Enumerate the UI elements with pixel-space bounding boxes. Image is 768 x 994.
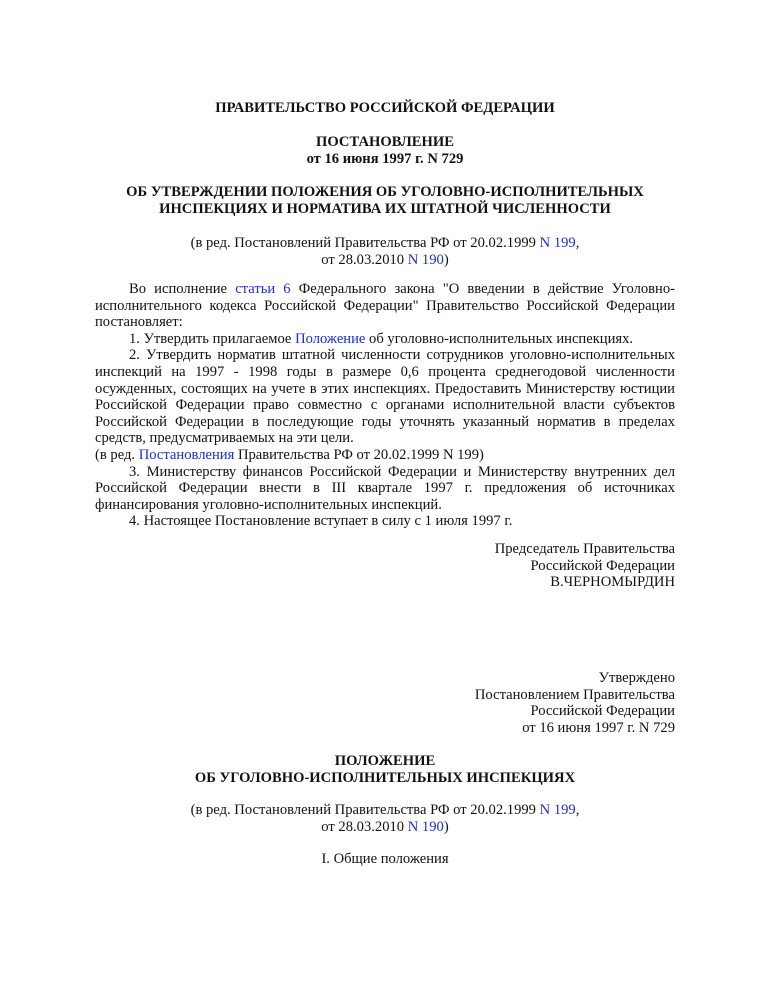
revision-1-link-n199[interactable]: N 199 xyxy=(539,235,576,251)
revision-2-link-n190[interactable]: N 190 xyxy=(407,818,444,835)
revision-1-mid: , xyxy=(575,235,580,251)
doc-date-heading: от 16 июня 1997 г. N 729 xyxy=(306,151,464,167)
approval-line-3: Российской Федерации xyxy=(530,703,675,720)
item-2-rev-text-b: Правительства РФ от 20.02.1999 N 199) xyxy=(234,446,484,463)
regulation-title-1: ПОЛОЖЕНИЕ xyxy=(334,753,436,769)
revision-note-1 xyxy=(95,235,675,268)
approval-line-1: Утверждено xyxy=(598,670,675,686)
item-1-text-a: 1. Утвердить прилагаемое xyxy=(129,330,296,347)
revision-1-link-n190[interactable]: N 190 xyxy=(407,251,444,268)
document-body xyxy=(95,281,675,530)
approval-block xyxy=(95,670,675,736)
intro-text-b: Федерального закона "О введении в действие Уголовно-исполнительного кодекса Российской Федерации" Правительство Российской Федерации постановляет: xyxy=(95,281,676,331)
item-4-paragraph: 4. Настоящее Постановление вступает в силу с 1 июля 1997 г. xyxy=(129,513,513,530)
item-2-paragraph: 2. Утвердить норматив штатной численности сотрудников уголовно-исполнительных инспекций на 1997 - 1998 годы в размере 0,6 процента среднегодовой численности осужденных, состоящих на учете в этих инспекциях. Предоставить Министерству юстиции Российской Федерации право совместно с органами исполнительной власти субъектов Российской Федерации в последующие годы уточнять указанный норматив в пределах средств, предусматриваемых на эти цели. xyxy=(95,347,675,447)
revision-note-2 xyxy=(95,802,675,835)
signature-position: Председатель Правительства xyxy=(494,541,675,557)
item-1-paragraph xyxy=(95,331,675,348)
title-line-2: ИНСПЕКЦИЯХ И НОРМАТИВА ИХ ШТАТНОЙ ЧИСЛЕННОСТИ xyxy=(159,201,611,217)
item-1-text-b: об уголовно-исполнительных инспекциях. xyxy=(365,330,634,347)
regulation-link[interactable]: Положение xyxy=(295,330,366,347)
revision-2-link-n199[interactable]: N 199 xyxy=(539,802,576,818)
article-6-link[interactable]: статьи 6 xyxy=(235,281,291,297)
approval-line-2: Постановлением Правительства xyxy=(474,686,675,703)
revision-1-line2-prefix: от 28.03.2010 xyxy=(321,251,408,268)
item-2-revision xyxy=(95,447,675,464)
government-heading: ПРАВИТЕЛЬСТВО РОССИЙСКОЙ ФЕДЕРАЦИИ xyxy=(215,100,555,116)
item-2-rev-text-a: (в ред. xyxy=(95,446,139,463)
revision-2-prefix: (в ред. Постановлений Правительства РФ от 20.02.1999 xyxy=(190,802,540,818)
title-line-1: ОБ УТВЕРЖДЕНИИ ПОЛОЖЕНИЯ ОБ УГОЛОВНО-ИСПОЛНИТЕЛЬНЫХ xyxy=(126,184,644,200)
revision-1-suffix: ) xyxy=(443,251,449,268)
approval-line-4: от 16 июня 1997 г. N 729 xyxy=(522,719,675,736)
signature-name: В.ЧЕРНОМЫРДИН xyxy=(550,574,675,591)
signature-country: Российской Федерации xyxy=(530,557,675,574)
revision-2-suffix: ) xyxy=(443,818,449,835)
regulation-title-2: ОБ УГОЛОВНО-ИСПОЛНИТЕЛЬНЫХ ИНСПЕКЦИЯХ xyxy=(194,770,576,786)
resolution-link[interactable]: Постановления xyxy=(138,446,235,463)
doc-type-heading: ПОСТАНОВЛЕНИЕ xyxy=(316,134,454,150)
revision-2-mid: , xyxy=(575,802,580,818)
intro-paragraph xyxy=(95,281,675,331)
section-title: I. Общие положения xyxy=(321,851,449,867)
item-3-paragraph: 3. Министерству финансов Российской Федерации и Министерству внутренних дел Российской Федерации внести в III квартале 1997 г. предложения об источниках финансирования уголовно-исполнительных инспекций. xyxy=(95,463,675,513)
signature-block xyxy=(95,541,675,591)
revision-2-line2-prefix: от 28.03.2010 xyxy=(321,818,408,835)
intro-text-a: Во исполнение xyxy=(129,281,236,297)
revision-1-prefix: (в ред. Постановлений Правительства РФ от 20.02.1999 xyxy=(190,235,540,251)
